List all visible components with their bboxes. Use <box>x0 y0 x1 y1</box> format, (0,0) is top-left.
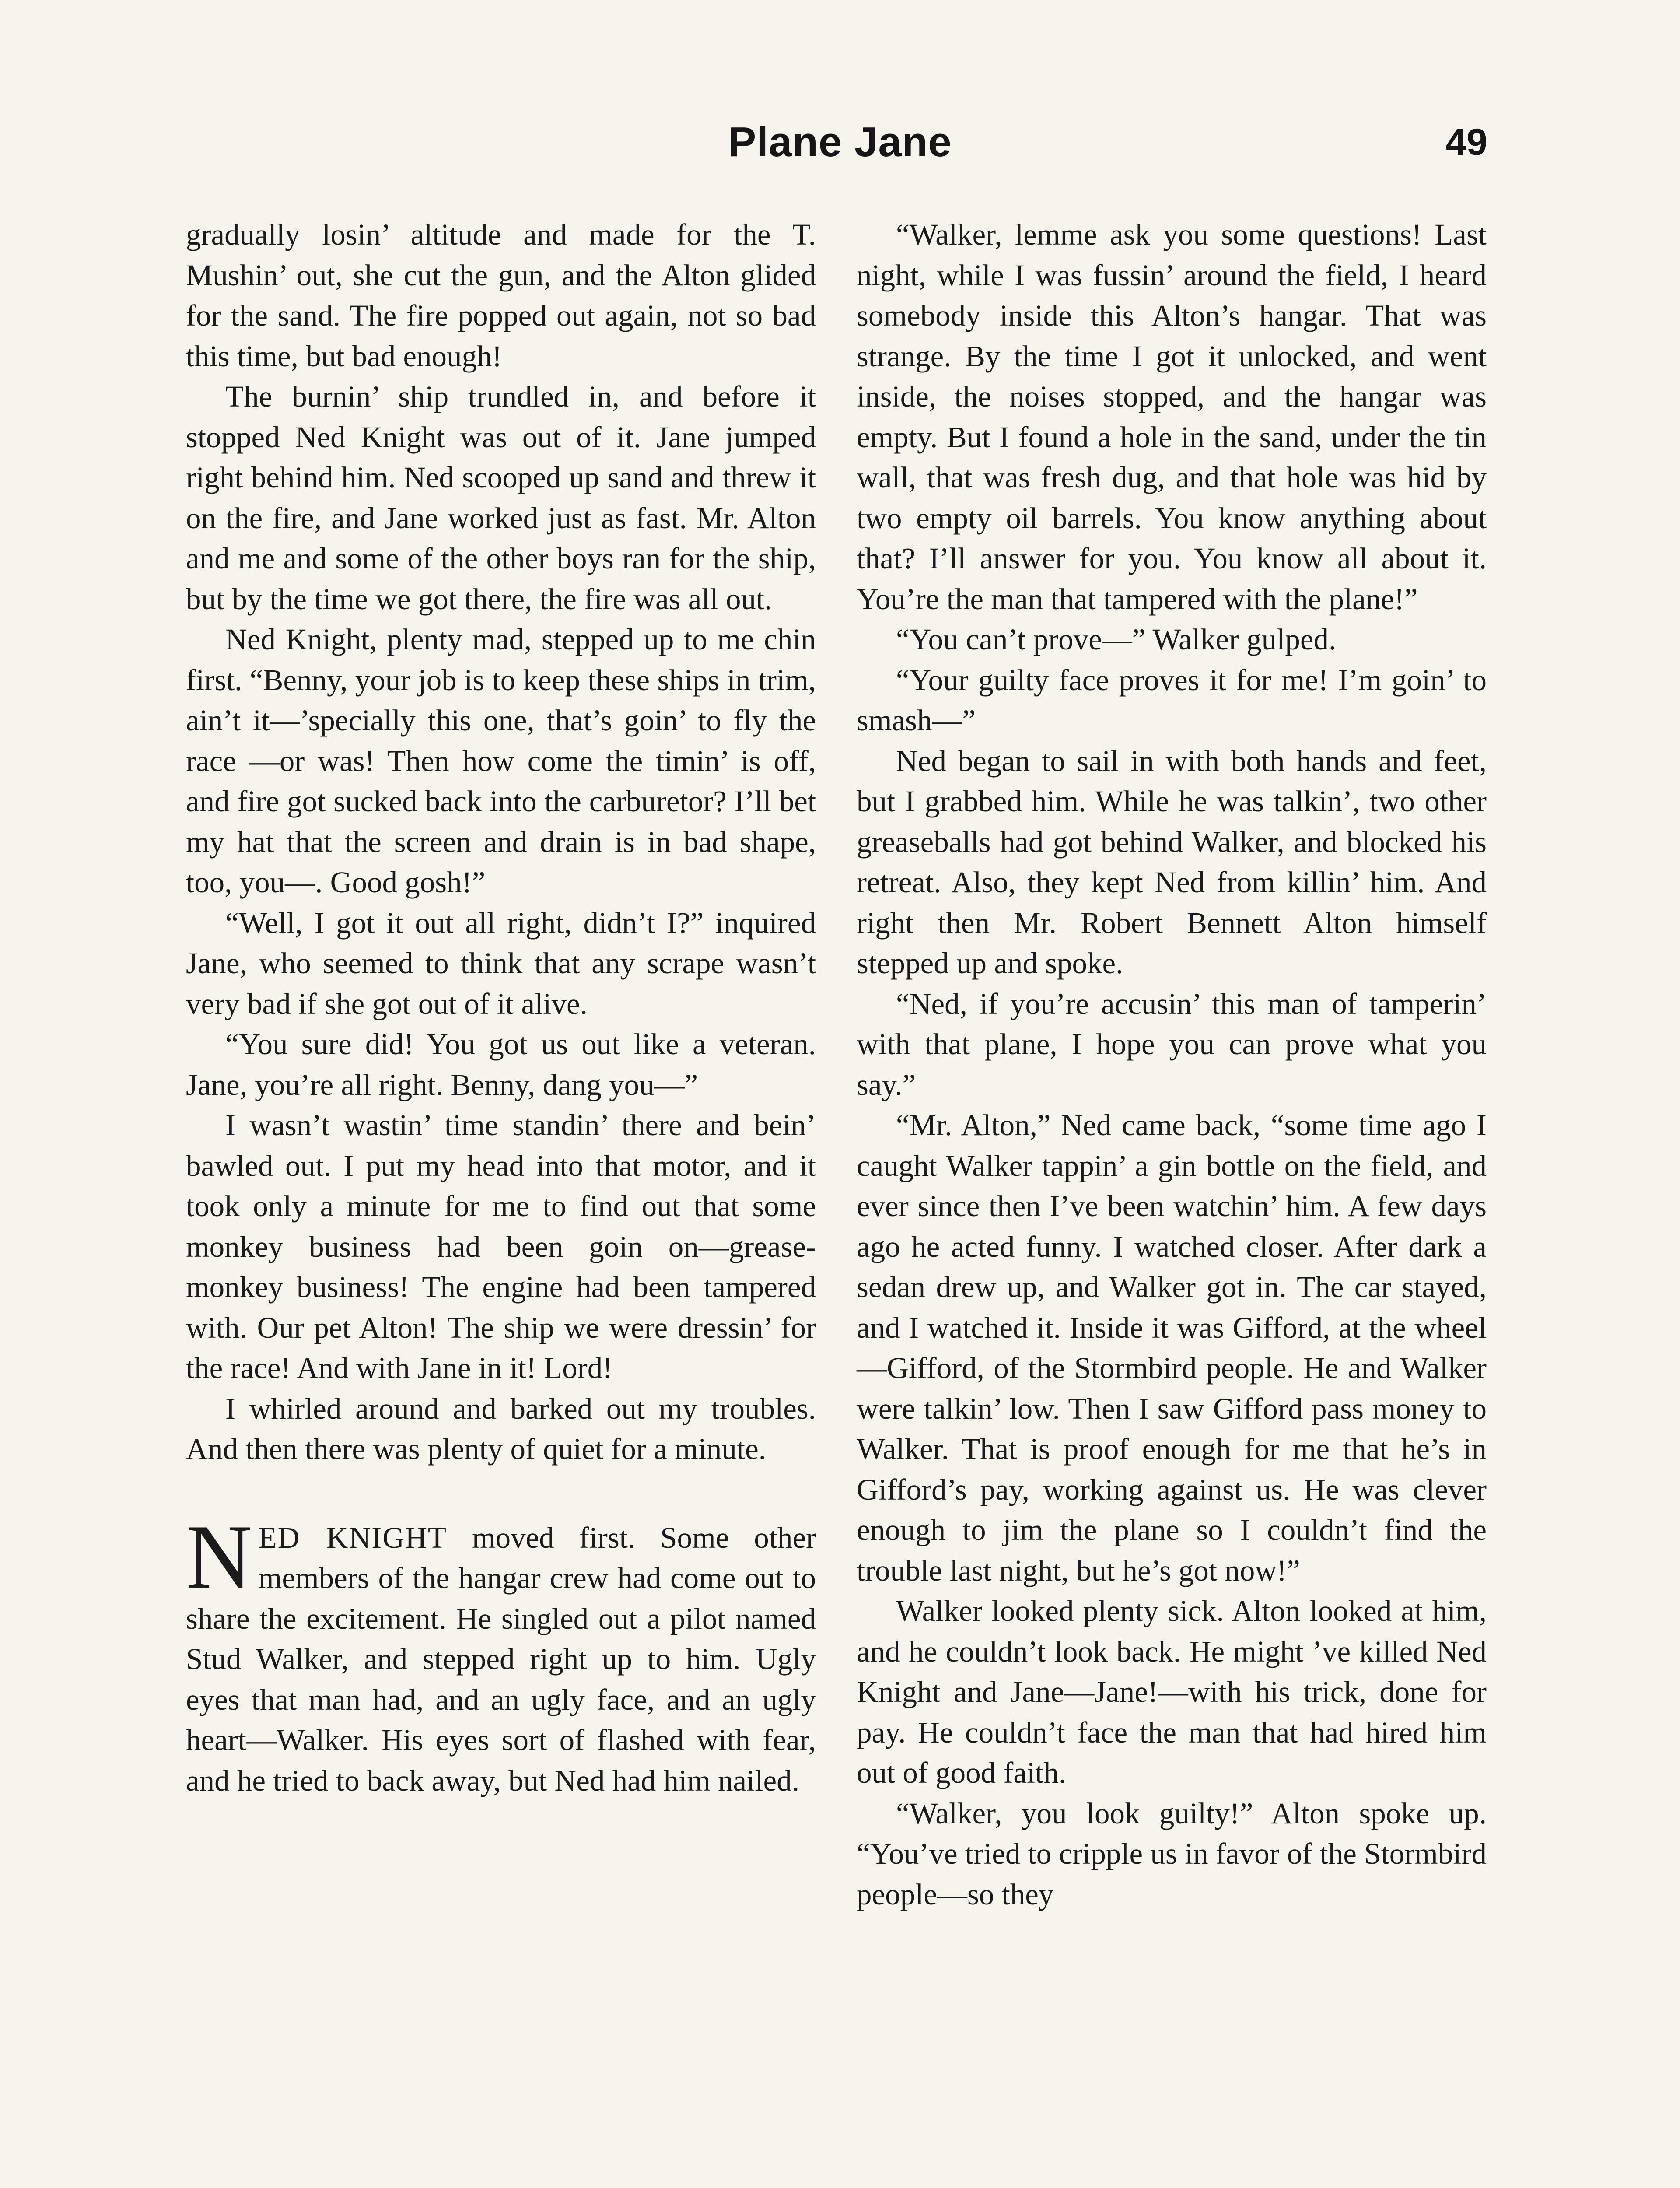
paragraph: “Your guilty face proves it for me! I’m goin’ to smash—” <box>857 663 1487 737</box>
page-title: Plane Jane <box>728 119 952 165</box>
paragraph-text: moved first. Some other members of the hangar crew had come out to share the excitement. He singled out a pilot named Stud Walker, and stepped right up to him. Ugly eyes that man had, and an ugly face, and an ugly heart—Walker. His eyes sort of flashed with fear, and he tried to back away, but Ned had him nailed. <box>186 1521 816 1797</box>
paragraph: The burnin’ ship trundled in, and before it stopped Ned Knight was out of it. Jane jumped right behind him. Ned scooped up sand and threw it on the fire, and Jane worked just as fast. Mr. Alton and me and some of the other boys ran for the ship, but by the time we got there, the fire was all out. <box>186 380 816 616</box>
paragraph: I wasn’t wastin’ time standin’ there and bein’ bawled out. I put my head into that motor, and it took only a minute for me to find out that some monkey business had been goin on—grease-monkey business! The engine had been tampered with. Our pet Alton! The ship we were dressin’ for the race! And with Jane in it! Lord! <box>186 1108 816 1385</box>
paragraph: Walker looked plenty sick. Alton looked at him, and he couldn’t look back. He might ’ve killed Ned Knight and Jane—Jane!—with his trick, done for pay. He couldn’t face the man that had hired him out of good faith. <box>857 1594 1487 1789</box>
paragraph: Ned Knight, plenty mad, stepped up to me chin first. “Benny, your job is to keep these ships in trim, ain’t it—’specially this one, that’s goin’ to fly the race —or was! Then how come the timin’ is off, and fire got sucked back into the carburetor? I’ll bet my hat that the screen and drain is in bad shape, too, you—. Good gosh!” <box>186 623 816 899</box>
paragraph: “You sure did! You got us out like a veteran. Jane, you’re all right. Benny, dang you—” <box>186 1027 816 1101</box>
page-number: 49 <box>1446 121 1488 163</box>
right-column <box>857 214 1487 1914</box>
section-break <box>186 1469 816 1518</box>
paragraph: “You can’t prove—” Walker gulped. <box>896 623 1337 656</box>
paragraph: gradually losin’ altitude and made for the T. Mushin’ out, she cut the gun, and the Alton glided for the sand. The fire popped out again, not so bad this time, but bad enough! <box>186 218 816 373</box>
drop-cap: N <box>186 1506 252 1608</box>
left-column <box>186 214 816 1801</box>
paragraph: “Mr. Alton,” Ned came back, “some time ago I caught Walker tappin’ a gin bottle on the field, and ever since then I’ve been watchin’ him. A few days ago he acted funny. I watched closer. After dark a sedan drew up, and Walker got in. The car stayed, and I watched it. Inside it was Gifford, at the wheel—Gifford, of the Stormbird people. He and Walker were talkin’ low. Then I saw Gifford pass money to Walker. That is proof enough for me that he’s in Gifford’s pay, working against us. He was clever enough to jim the plane so I couldn’t find the trouble last night, but he’s got now!” <box>857 1108 1487 1587</box>
paragraph: “Well, I got it out all right, didn’t I?” inquired Jane, who seemed to think that any scrape wasn’t very bad if she got out of it alive. <box>186 906 816 1020</box>
paragraph: “Walker, lemme ask you some questions! Last night, while I was fussin’ around the field, I heard somebody inside this Alton’s hangar. That was strange. By the time I got it unlocked, and went inside, the noises stopped, and the hangar was empty. But I found a hole in the sand, under the tin wall, that was fresh dug, and that hole was hid by two empty oil barrels. You know anything about that? I’ll answer for you. You know all about it. You’re the man that tampered with the plane!” <box>857 218 1487 616</box>
paragraph: “Ned, if you’re accusin’ this man of tamperin’ with that plane, I hope you can prove what you say.” <box>857 987 1487 1101</box>
paragraph: “Walker, you look guilty!” Alton spoke up. “You’ve tried to cripple us in favor of the Stormbird people—so they <box>857 1796 1487 1911</box>
paragraph: Ned began to sail in with both hands and feet, but I grabbed him. While he was talkin’, two other greaseballs had got behind Walker, and blocked his retreat. Also, they kept Ned from killin’ him. And right then Mr. Robert Bennett Alton himself stepped up and spoke. <box>857 744 1487 980</box>
section-opening-paragraph <box>186 1506 816 1801</box>
paragraph: I whirled around and barked out my troubles. And then there was plenty of quiet for a minute. <box>186 1392 816 1466</box>
lead-in-caps: ED KNIGHT <box>258 1521 448 1554</box>
